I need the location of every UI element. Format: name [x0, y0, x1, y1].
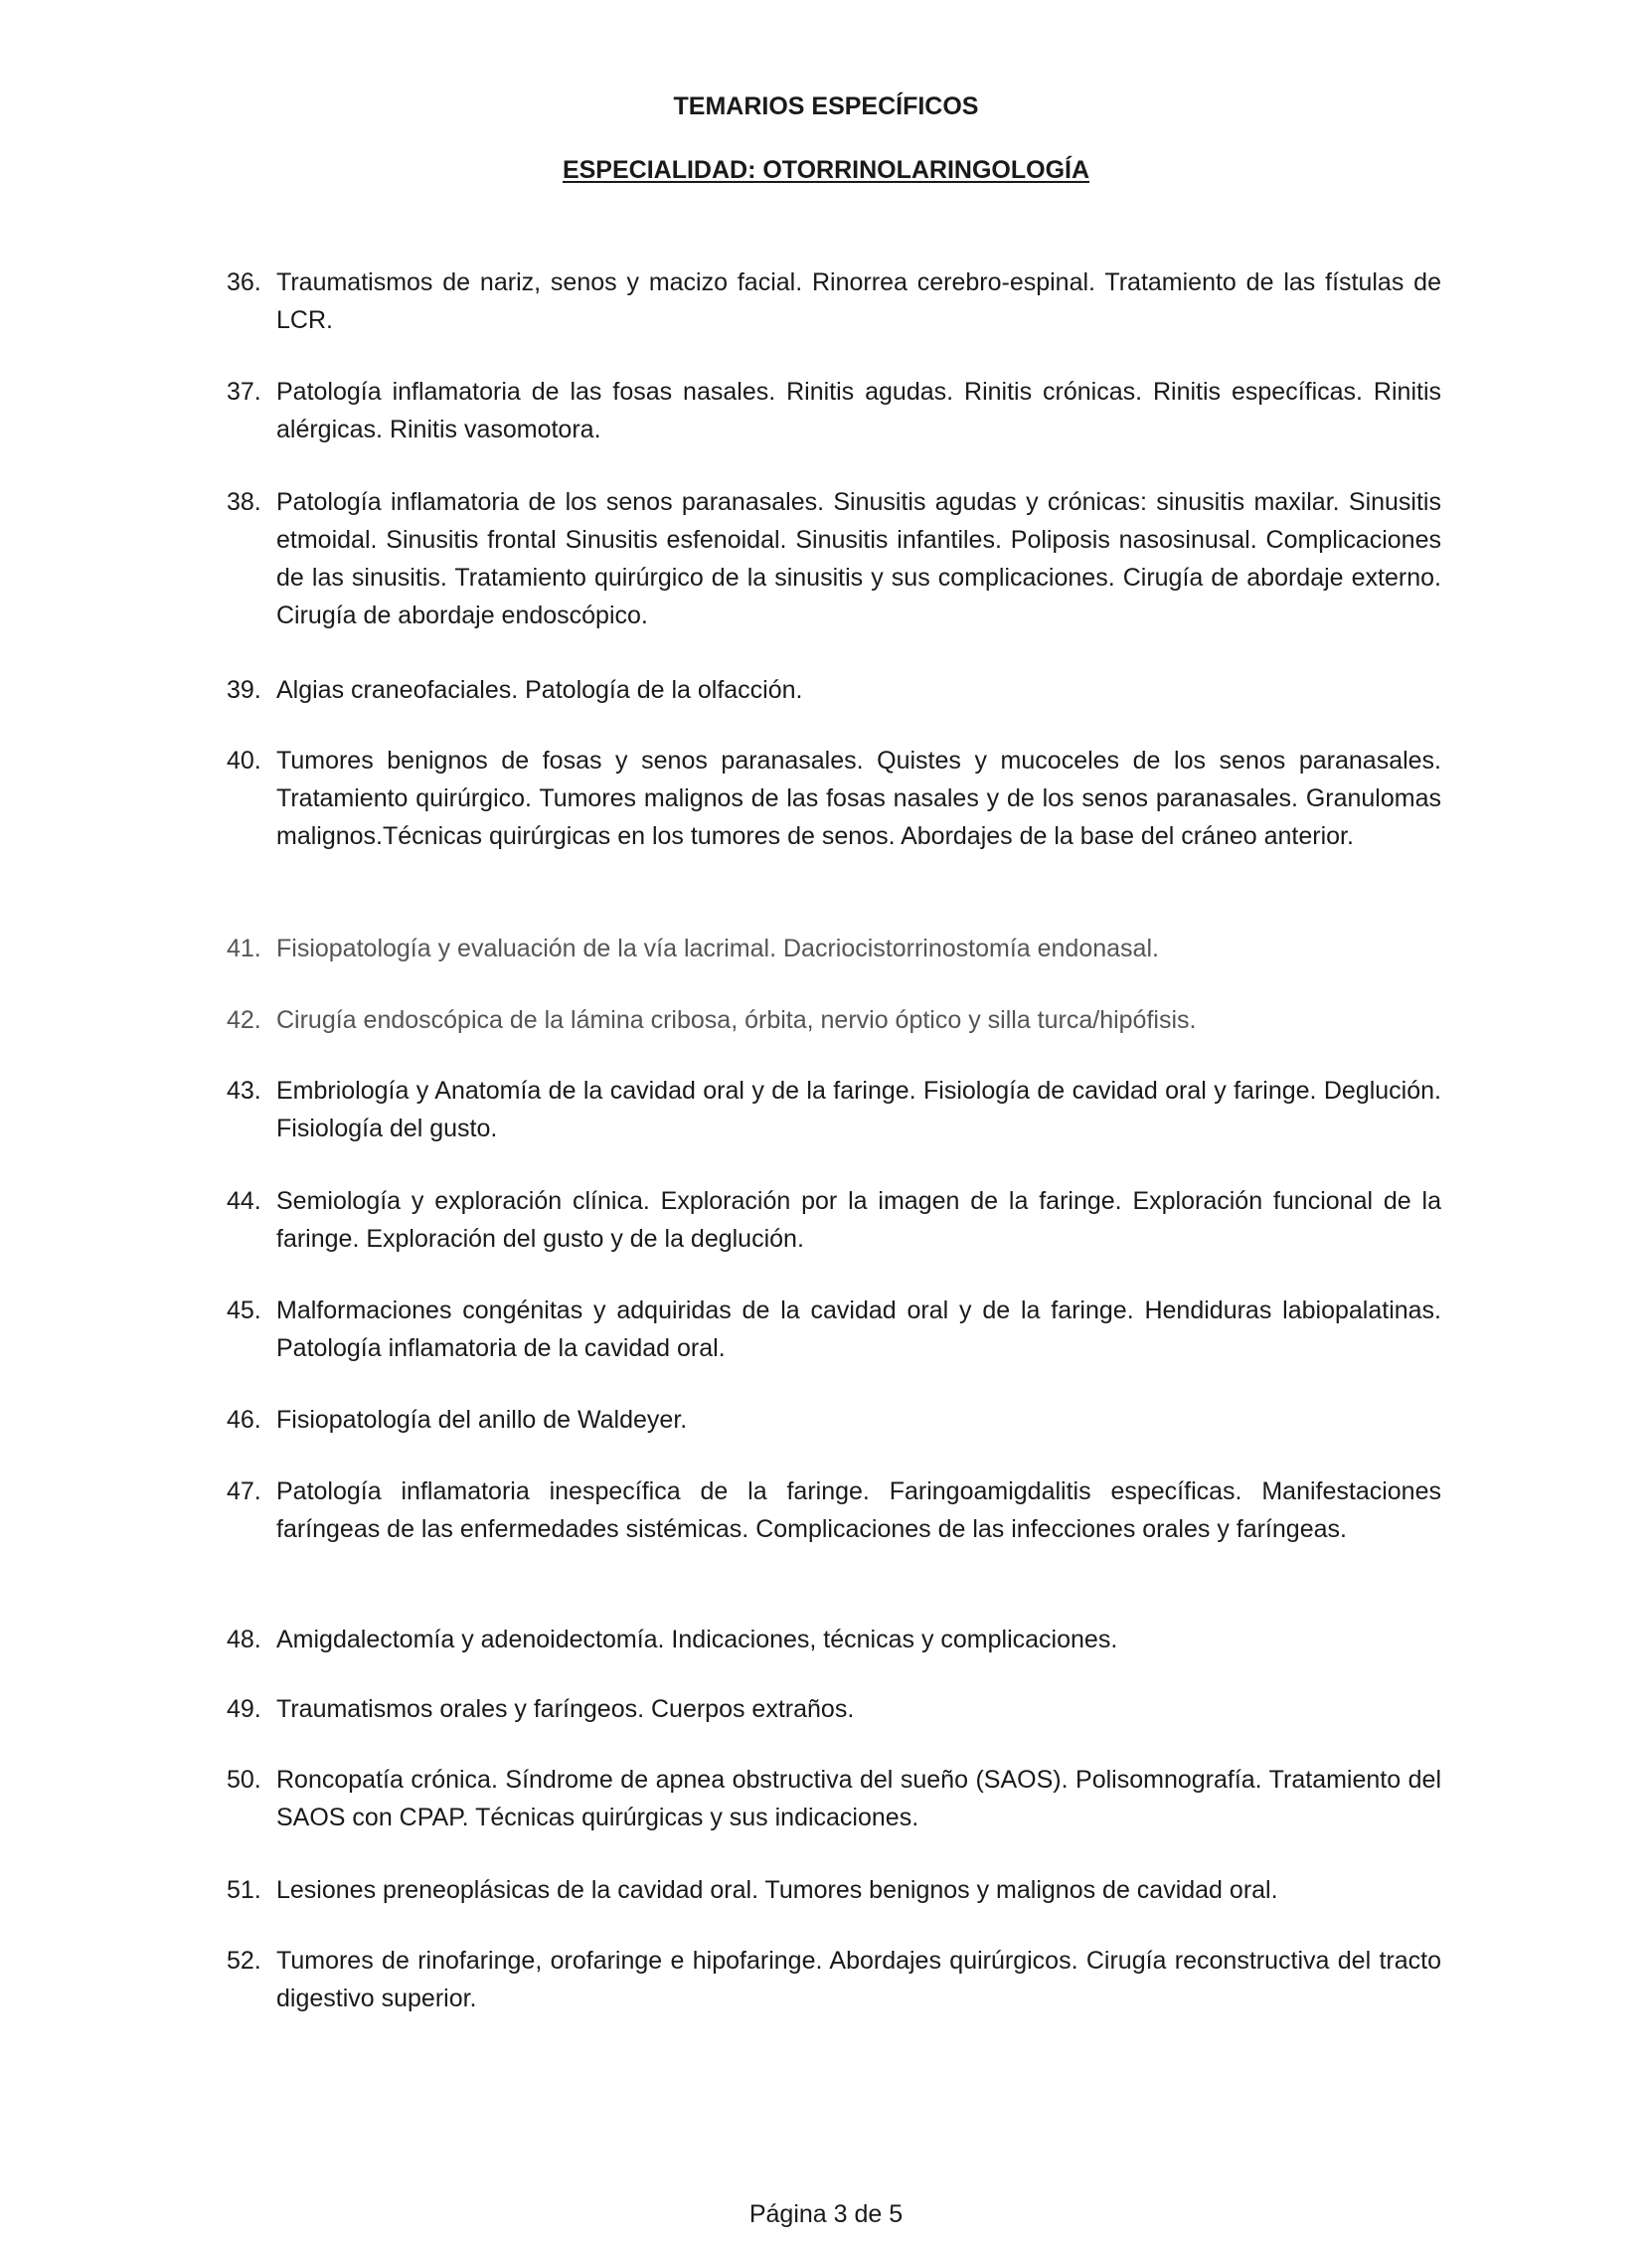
item-text: Patología inflamatoria de los senos paranasales. Sinusitis agudas y crónicas: sinusitis maxilar. Sinusitis etmoidal. Sinusitis frontal Sinusitis esfenoidal. Sinusitis infantiles. Poliposis nasosinusal. Complicaciones de las sinusitis. Tratamiento quirúrgico de la sinusitis y sus complicaciones. Cirugía de abordaje externo. Cirugía de abordaje endoscópico.: [276, 488, 1441, 629]
item-number: 45.: [227, 1297, 261, 1324]
document-title: TEMARIOS ESPECÍFICOS: [673, 92, 979, 120]
item-text: Cirugía endoscópica de la lámina cribosa, órbita, nervio óptico y silla turca/hipófisis.: [276, 1006, 1197, 1034]
item-number: 51.: [227, 1876, 261, 1904]
item-text: Lesiones preneoplásicas de la cavidad oral. Tumores benignos y malignos de cavidad oral.: [276, 1876, 1278, 1904]
item-number: 42.: [227, 1006, 261, 1034]
item-number: 38.: [227, 488, 261, 516]
item-number: 41.: [227, 935, 261, 962]
item-number: 48.: [227, 1626, 261, 1653]
item-text: Tumores de rinofaringe, orofaringe e hipofaringe. Abordajes quirúrgicos. Cirugía reconstructiva del tracto digestivo superior.: [276, 1947, 1441, 2012]
item-number: 46.: [227, 1406, 261, 1434]
item-text: Tumores benignos de fosas y senos paranasales. Quistes y mucoceles de los senos paranasales. Tratamiento quirúrgico. Tumores malignos de las fosas nasales y de los senos paranasales. Granulomas malignos.Técnicas quirúrgicas en los tumores de senos. Abordajes de la base del cráneo anterior.: [276, 747, 1441, 850]
item-number: 47.: [227, 1477, 261, 1505]
item-number: 39.: [227, 676, 261, 704]
page-number: Página 3 de 5: [748, 2200, 904, 2228]
item-text: Semiología y exploración clínica. Exploración por la imagen de la faringe. Exploración funcional de la faringe. Exploración del gusto y de la deglución.: [276, 1187, 1441, 1253]
item-number: 44.: [227, 1187, 261, 1215]
item-number: 37.: [227, 378, 261, 406]
item-text: Traumatismos de nariz, senos y macizo facial. Rinorrea cerebro-espinal. Tratamiento de las fístulas de LCR.: [276, 268, 1441, 334]
item-number: 52.: [227, 1947, 261, 1975]
item-text: Embriología y Anatomía de la cavidad oral y de la faringe. Fisiología de cavidad oral y faringe. Deglución. Fisiología del gusto.: [276, 1077, 1441, 1142]
item-number: 40.: [227, 747, 261, 775]
item-number: 50.: [227, 1766, 261, 1794]
item-number: 36.: [227, 268, 261, 296]
item-text: Patología inflamatoria de las fosas nasales. Rinitis agudas. Rinitis crónicas. Rinitis específicas. Rinitis alérgicas. Rinitis vasomotora.: [276, 378, 1441, 443]
item-text: Fisiopatología del anillo de Waldeyer.: [276, 1406, 688, 1434]
item-text: Roncopatía crónica. Síndrome de apnea obstructiva del sueño (SAOS). Polisomnografía. Tratamiento del SAOS con CPAP. Técnicas quirúrgicas y sus indicaciones.: [276, 1766, 1441, 1831]
item-text: Malformaciones congénitas y adquiridas de la cavidad oral y de la faringe. Hendiduras labiopalatinas. Patología inflamatoria de la cavidad oral.: [276, 1297, 1441, 1362]
item-number: 43.: [227, 1077, 261, 1105]
item-text: Traumatismos orales y faríngeos. Cuerpos extraños.: [276, 1695, 855, 1723]
specialty-heading: ESPECIALIDAD: OTORRINOLARINGOLOGÍA: [562, 156, 1090, 184]
item-text: Algias craneofaciales. Patología de la olfacción.: [276, 676, 803, 704]
item-text: Patología inflamatoria inespecífica de la faringe. Faringoamigdalitis específicas. Manifestaciones faríngeas de las enfermedades sistémicas. Complicaciones de las infecciones orales y faríngeas.: [276, 1477, 1441, 1543]
item-number: 49.: [227, 1695, 261, 1723]
item-text: Fisiopatología y evaluación de la vía lacrimal. Dacriocistorrinostomía endonasal.: [276, 935, 1159, 962]
item-text: Amigdalectomía y adenoidectomía. Indicaciones, técnicas y complicaciones.: [276, 1626, 1118, 1653]
